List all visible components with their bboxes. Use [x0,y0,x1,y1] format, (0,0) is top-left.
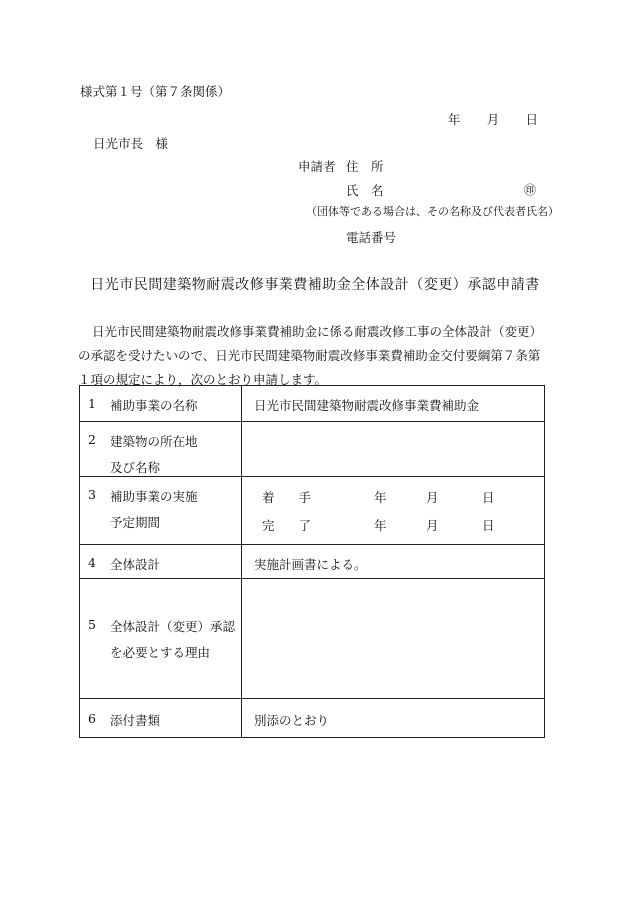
row-3-value-cell [242,477,545,545]
form-number: 様式第１号（第７条関係） [80,84,231,99]
body-paragraph-text: 日光市民間建築物耐震改修事業費補助金に係る耐震改修工事の全体設計（変更）の承認を受けたいので、日光市民間建築物耐震改修事業費補助金交付要綱第７条第１項の規定により，次のとおり申請します。 [78,324,543,387]
row-5-label-cell [80,579,242,699]
row-label: 建築物の所在地 [110,434,198,449]
row-value [242,579,544,589]
table-row-1 [80,386,545,422]
table-row-5 [80,579,545,699]
table-row-3 [80,477,545,545]
row-1-label-cell [80,386,242,422]
end-label: 完 了 [262,518,321,533]
row-number: 5 [88,616,96,632]
row-label: 添付書類 [110,713,161,728]
row-number: 2 [88,432,96,447]
end-day: 日 [482,518,495,533]
addressee: 日光市長 様 [93,136,169,151]
applicant-label: 申請者 [298,159,336,174]
representative-note: （団体等である場合は、その名称及び代表者氏名） [306,205,559,218]
row-value: 実施計画書による。 [254,557,367,572]
document-title: 日光市民間建築物耐震改修事業費補助金全体設計（変更）承認申請書 [90,277,540,293]
row-label: 補助事業の実施 [110,489,198,504]
period-start-row [242,485,544,509]
end-year: 年 [374,518,387,533]
row-4-value-cell [242,545,545,579]
date-year: 年 [448,112,461,127]
row-2-label-cell [80,422,242,477]
row-label-line2: を必要とする理由 [110,644,211,660]
period-end-row [242,513,544,537]
start-day: 日 [482,490,495,505]
row-4-label-cell [80,545,242,579]
row-value [242,422,544,432]
row-6-value-cell [242,699,545,738]
row-2-value-cell [242,422,545,477]
row-number: 4 [88,555,96,570]
row-1-value-cell [242,386,545,422]
row-label: 全体設計 [110,557,161,572]
date-day: 日 [525,112,538,127]
table-row-2 [80,422,545,477]
row-label-line2: 及び名称 [110,460,161,475]
phone-label: 電話番号 [346,230,397,245]
date-month: 月 [486,112,500,127]
row-label-line2: 予定期間 [110,515,161,530]
row-label: 全体設計（変更）承認 [110,618,236,634]
address-label: 住 所 [346,159,384,174]
row-number: 3 [88,487,96,502]
table-row-6 [80,699,545,738]
row-6-label-cell [80,699,242,738]
body-paragraph [78,320,548,392]
start-label: 着 手 [262,490,321,505]
start-month: 月 [426,490,439,505]
end-month: 月 [426,518,439,533]
seal-mark: ㊞ [524,183,537,197]
application-table [79,385,545,738]
date-line [448,110,538,128]
row-number: 6 [88,711,96,726]
table-row-4 [80,545,545,579]
row-value: 別添のとおり [254,713,330,728]
row-number: 1 [88,396,96,411]
start-year: 年 [374,490,387,505]
name-label: 氏 名 [346,183,384,198]
row-5-value-cell [242,579,545,699]
row-value: 日光市民間建築物耐震改修事業費補助金 [254,398,480,413]
row-3-label-cell [80,477,242,545]
row-label: 補助事業の名称 [110,398,198,413]
